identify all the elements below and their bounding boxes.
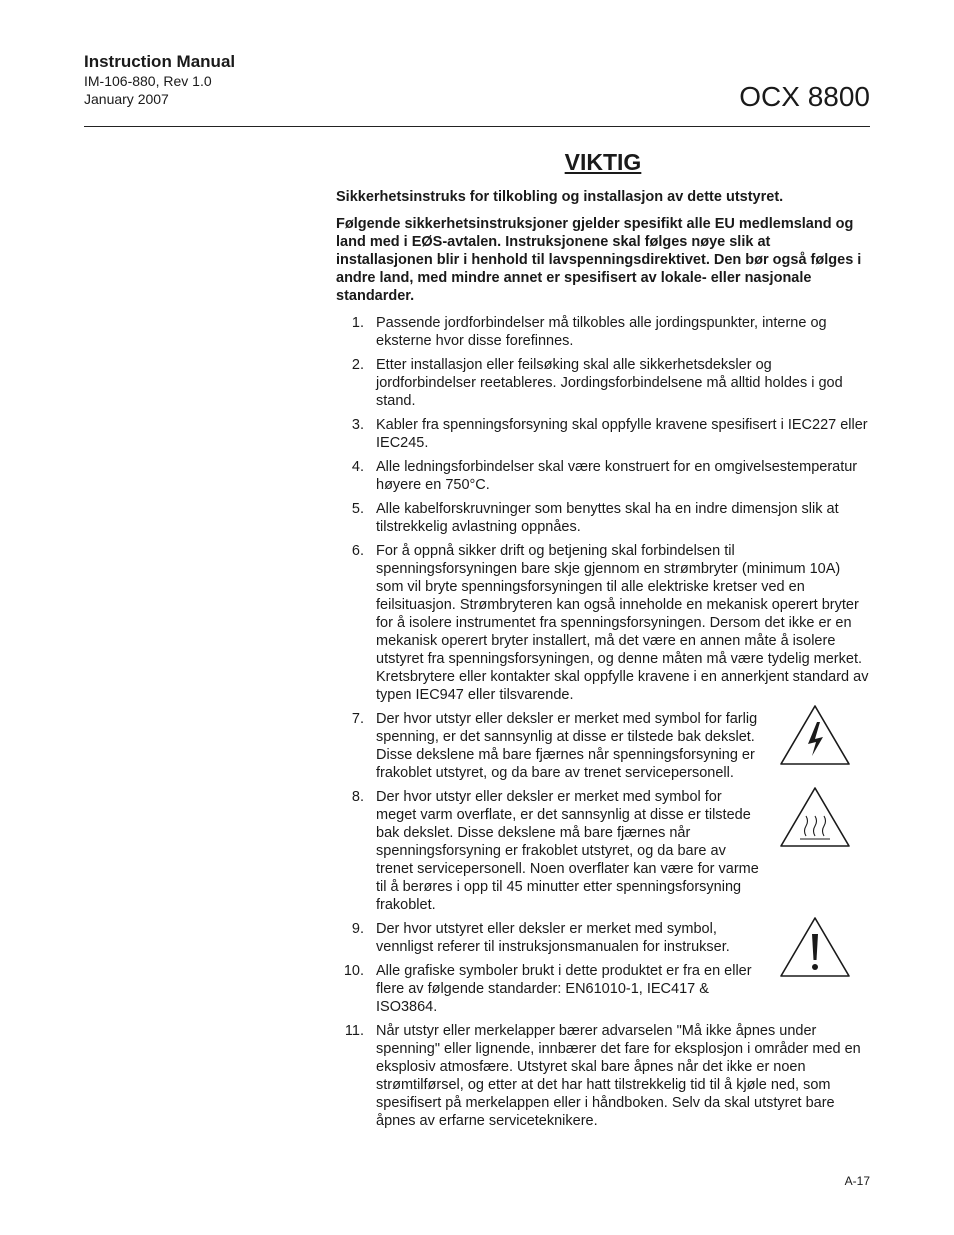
list-item xyxy=(336,500,870,536)
item-number: 9. xyxy=(351,921,364,937)
hot-surface-warning-icon xyxy=(779,786,851,848)
list-item xyxy=(336,458,870,494)
item-text: Passende jordforbindelser må tilkobles alle jordingspunkter, interne og eksterne hvor disse forefinnes. xyxy=(376,315,827,349)
list-item xyxy=(336,710,870,782)
document-date: January 2007 xyxy=(84,91,169,107)
item-text: Der hvor utstyr eller deksler er merket med symbol for meget varm overflate, er det sannsynlig at disse er tilstede bak dekslet. Disse dekslene må bare fjærnes når spenningsforsyning er frakoblet utstyret, og da bare av trenet servicepersonell. Noen overflater kan være for varme til å berøres i opp til 45 minutter etter spenningsforsyning frakoblet. xyxy=(376,789,759,913)
list-item xyxy=(336,920,870,956)
item-number: 3. xyxy=(351,417,364,433)
section-heading: VIKTIG xyxy=(564,149,642,175)
list-item xyxy=(336,788,870,914)
safety-section xyxy=(336,144,870,1136)
list-item xyxy=(336,962,870,1016)
item-number: 8. xyxy=(351,789,364,805)
item-text: Alle ledningsforbindelser skal være konstruert for en omgivelsestemperatur høyere en 750°C. xyxy=(376,459,858,493)
item-number: 11. xyxy=(344,1023,364,1039)
item-text: Etter installasjon eller feilsøking skal alle sikkerhetsdeksler og jordforbindelser reetableres. Jordingsforbindelsene må alltid holdes i god stand. xyxy=(376,357,843,409)
list-item xyxy=(336,1022,870,1130)
page-number: A-17 xyxy=(844,1174,870,1188)
item-text: Når utstyr eller merkelapper bærer advarselen "Må ikke åpnes under spenning" eller lignende, innbærer det fare for eksplosjon i områder med en eksplosiv atmosfære. Utstyret skal bare åpnes når det ikke er noen strømtilførsel, og etter at det har hatt tilstrekkelig tid til å kjøle ned, som spesifisert på merkelappen eller i håndboken. Selv da skal utstyret bare åpnes av erfarne serviceteknikere. xyxy=(376,1023,861,1129)
intro-paragraph: Sikkerhetsinstruks for tilkobling og installasjon av dette utstyret. xyxy=(336,189,784,205)
item-text: Alle grafiske symboler brukt i dette produktet er fra en eller flere av følgende standarder: EN61010-1, IEC417 & ISO3864. xyxy=(376,963,752,1015)
list-item xyxy=(336,314,870,350)
item-text: Der hvor utstyret eller deksler er merket med symbol, vennligst referer til instruksjonsmanualen for instrukser. xyxy=(376,921,730,955)
safety-instruction-list xyxy=(336,314,870,1130)
header-divider xyxy=(84,126,870,127)
item-number: 2. xyxy=(351,357,364,373)
item-text: Alle kabelforskruvninger som benyttes skal ha en indre dimensjon slik at tilstrekkelig avlastning oppnåes. xyxy=(376,501,839,535)
list-item xyxy=(336,416,870,452)
item-number: 6. xyxy=(351,543,364,559)
item-number: 1. xyxy=(351,315,364,331)
list-item xyxy=(336,542,870,704)
item-number: 10. xyxy=(343,963,364,979)
item-number: 5. xyxy=(351,501,364,517)
list-item xyxy=(336,356,870,410)
item-number: 4. xyxy=(351,459,364,475)
document-header xyxy=(84,52,235,108)
document-id: IM-106-880, Rev 1.0 xyxy=(84,73,212,89)
item-text: Kabler fra spenningsforsyning skal oppfylle kravene spesifisert i IEC227 eller IEC245. xyxy=(376,417,868,451)
item-text: For å oppnå sikker drift og betjening skal forbindelsen til spenningsforsyningen bare skje gjennom en strømbryter (minimum 10A) som vil bryte spenningsforsyningen til alle elektriske kretser ved en feilsituasjon. Strømbryteren kan også inneholde en mekanisk operert bryter for å isolere instrumentet fra spenningsforsyningen. Dersom det ikke er en mekanisk operert bryter installert, må det være en annen måte å isolere utstyret fra spenningsforsyningen, og denne måten må være tydelig merket. Kretsbrytere eller kontakter skal oppfylle kravene i en annerkjent standard av typen IEC947 eller tilsvarende. xyxy=(376,543,869,703)
product-name: OCX 8800 xyxy=(739,81,870,112)
item-text: Der hvor utstyr eller deksler er merket med symbol for farlig spenning, er det sannsynlig at disse er tilstede bak dekslet. Disse dekslene må bare fjærnes når spenningsforsyning er frakoblet utstyret, og da bare av trenet servicepersonell. xyxy=(376,711,758,781)
manual-title: Instruction Manual xyxy=(84,52,236,71)
high-voltage-warning-icon xyxy=(779,704,851,766)
scope-paragraph: Følgende sikkerhetsinstruksjoner gjelder spesifikt alle EU medlemsland og land med i EØS-avtalen. Instruksjonene skal følges nøye slik at installasjonen blir i henhold til lavspenningsdirektivet. Den bør også følges i andre land, med mindre annet er spesifisert av lokale- eller nasjonale standarder. xyxy=(336,216,862,304)
item-number: 7. xyxy=(351,711,364,727)
